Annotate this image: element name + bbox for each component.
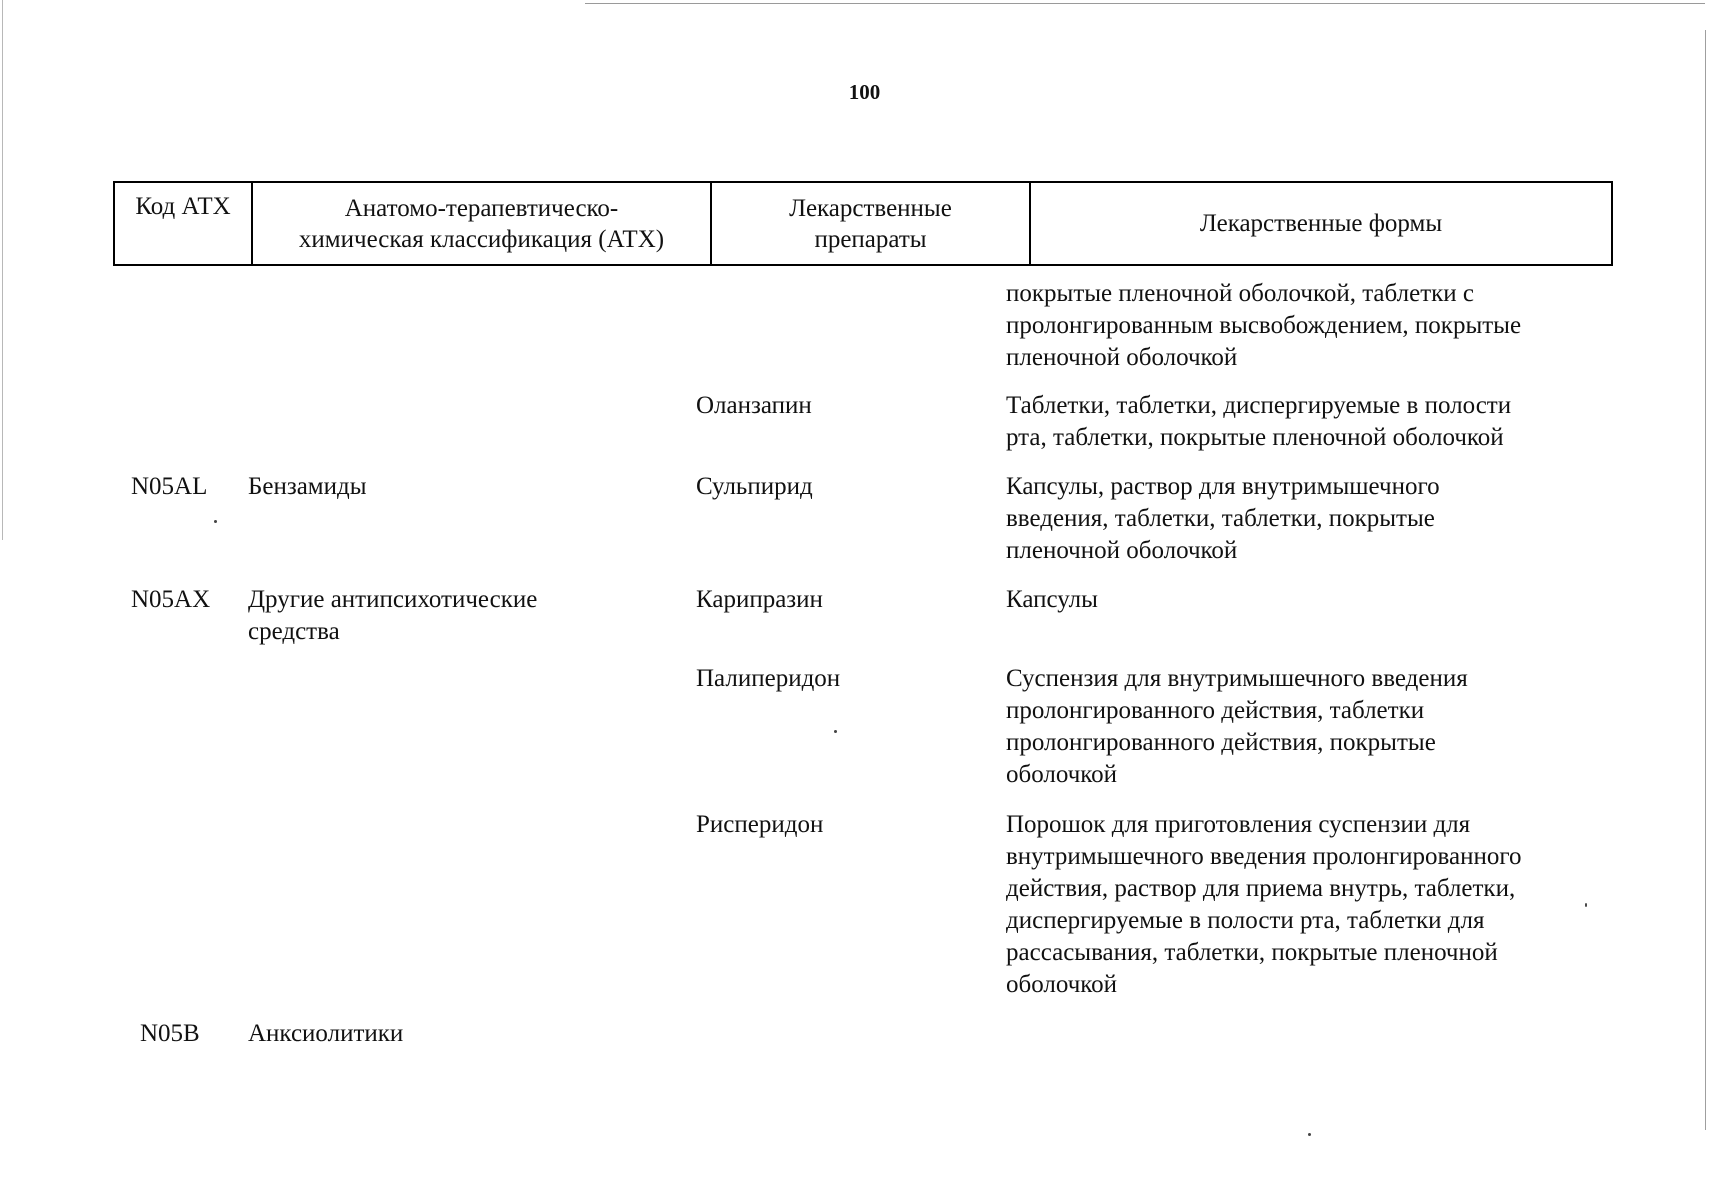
forms-line: Порошок для приготовления суспензии для [1006, 811, 1471, 838]
header-drugs-line2: препараты [814, 225, 927, 253]
scan-speck [214, 520, 217, 523]
forms-cell [1006, 390, 1606, 454]
forms-line: пролонгированным высвобождением, покрытые [1006, 312, 1522, 339]
forms-line: введения, таблетки, таблетки, покрытые [1006, 505, 1435, 532]
forms-line: оболочкой [1006, 971, 1118, 998]
forms-line: пролонгированного действия, покрытые [1006, 729, 1436, 756]
classification-line: Анксиолитики [248, 1020, 404, 1047]
forms-line: пленочной оболочкой [1006, 537, 1238, 564]
table-header [113, 181, 1613, 266]
code-cell: N05B [140, 1020, 200, 1047]
header-drugs [711, 182, 1030, 265]
code-cell: N05AL [131, 473, 208, 500]
forms-line: Таблетки, таблетки, диспергируемые в полости [1006, 392, 1512, 419]
forms-line: внутримышечного введения пролонгированного [1006, 843, 1522, 870]
header-row [114, 182, 1612, 265]
scan-speck [1585, 903, 1587, 907]
header-classification-line2: химическая классификация (АТХ) [298, 225, 665, 253]
header-classification-line1: Анатомо-терапевтическо- [344, 194, 619, 222]
scan-edge-top [585, 3, 1705, 4]
header-drugs-line1: Лекарственные [789, 194, 952, 222]
scan-speck [1308, 1133, 1311, 1136]
forms-line: диспергируемые в полости рта, таблетки для [1006, 907, 1485, 934]
forms-line: Капсулы, раствор для внутримышечного [1006, 473, 1440, 500]
forms-line: оболочкой [1006, 761, 1118, 788]
forms-line: Капсулы [1006, 586, 1098, 613]
forms-line: рассасывания, таблетки, покрытые пленочной [1006, 939, 1498, 966]
forms-cell [1006, 809, 1606, 1001]
drug-cell: Палиперидон [696, 665, 841, 692]
page-number: 100 [848, 80, 881, 104]
code-cell: N05AX [131, 586, 211, 613]
header-forms: Лекарственные формы [1030, 182, 1612, 265]
classification-cell [248, 584, 688, 648]
forms-line: действия, раствор для приема внутрь, таблетки, [1006, 875, 1516, 902]
forms-cell [1006, 471, 1606, 567]
drug-cell: Оланзапин [696, 392, 812, 419]
classification-line: Другие антипсихотические [248, 586, 538, 613]
forms-line: покрытые пленочной оболочкой, таблетки с [1006, 280, 1474, 307]
header-classification [252, 182, 711, 265]
classification-line: средства [248, 618, 340, 645]
classification-cell [248, 1018, 688, 1050]
forms-cell [1006, 584, 1606, 616]
forms-cell [1006, 278, 1606, 374]
forms-line: пролонгированного действия, таблетки [1006, 697, 1425, 724]
scan-speck [834, 730, 837, 733]
scan-edge-right [1705, 30, 1706, 1130]
classification-cell [248, 471, 688, 503]
drug-cell: Рисперидон [696, 811, 824, 838]
drug-cell: Карипразин [696, 586, 823, 613]
forms-line: рта, таблетки, покрытые пленочной оболочкой [1006, 424, 1504, 451]
forms-line: пленочной оболочкой [1006, 344, 1238, 371]
header-code: Код АТХ [114, 182, 252, 265]
forms-line: Суспензия для внутримышечного введения [1006, 665, 1468, 692]
classification-line: Бензамиды [248, 473, 367, 500]
forms-cell [1006, 663, 1606, 791]
drug-cell: Сульпирид [696, 473, 813, 500]
